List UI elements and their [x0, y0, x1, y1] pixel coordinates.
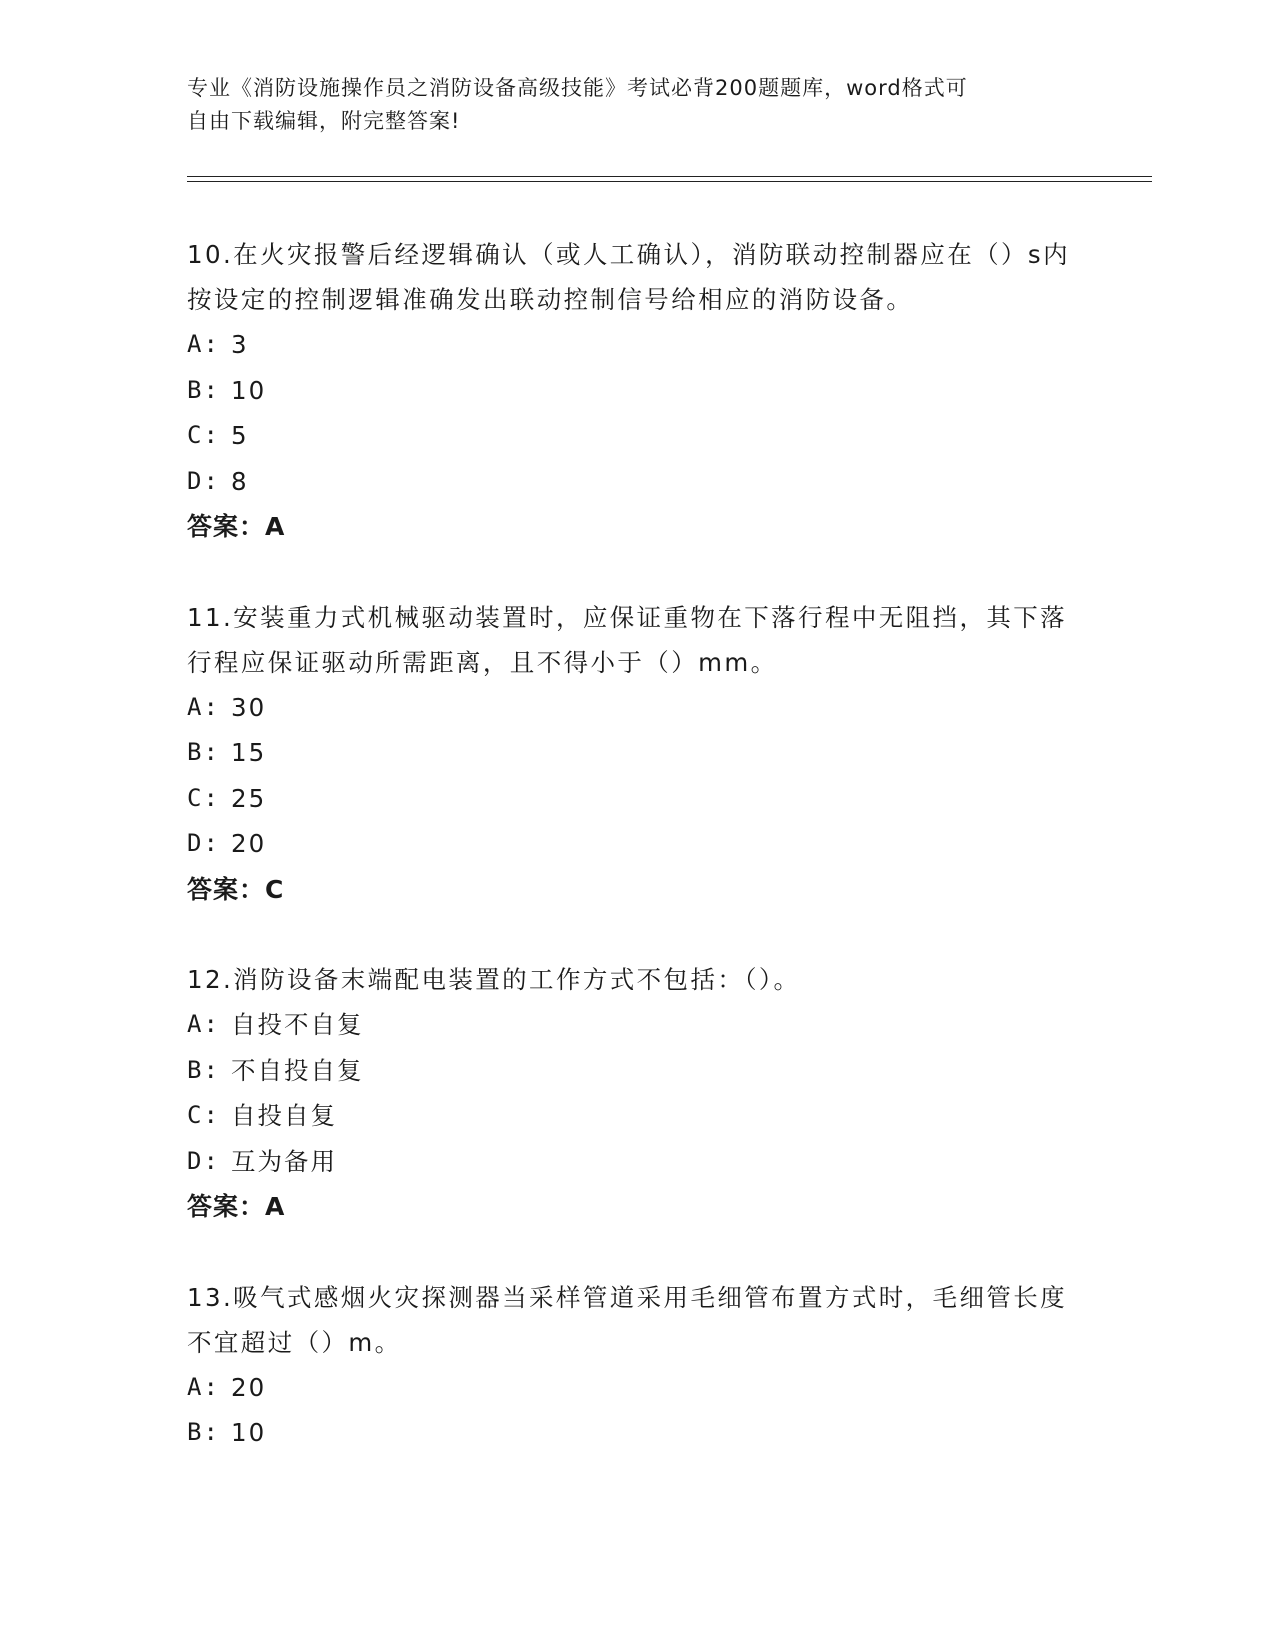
question-title: 11.安装重力式机械驱动装置时，应保证重物在下落行程中无阻挡，其下落行程应保证驱动所需距离，且不得小于（）mm。 — [187, 602, 1068, 677]
option-text: 20 — [231, 829, 267, 858]
option-letter: D: — [187, 466, 220, 495]
option-letter: B: — [187, 1418, 220, 1446]
option-a — [187, 1002, 1087, 1048]
option-letter: A: — [187, 692, 220, 721]
option-letter: D: — [187, 829, 220, 857]
option-text: 自投不自复 — [231, 1010, 364, 1039]
option-c — [187, 413, 1087, 459]
option-c — [187, 1093, 1087, 1139]
option-text: 30 — [231, 692, 267, 722]
header-divider-bottom — [187, 181, 1152, 182]
option-letter: B: — [187, 738, 220, 766]
answer-label: 答案：A — [187, 1192, 286, 1221]
option-letter: B: — [187, 375, 220, 404]
question-title: 12.消防设备末端配电装置的工作方式不包括：（）。 — [187, 965, 801, 994]
option-letter: B: — [187, 1055, 220, 1084]
option-text: 3 — [231, 330, 249, 359]
option-text: 8 — [231, 466, 249, 496]
option-c — [187, 776, 1087, 822]
option-a — [187, 322, 1087, 368]
option-d — [187, 821, 1087, 867]
option-letter: D: — [187, 1146, 220, 1175]
option-letter: A: — [187, 330, 220, 358]
option-text: 不自投自复 — [231, 1055, 364, 1085]
option-text: 5 — [231, 421, 249, 450]
option-letter: C: — [187, 783, 220, 812]
question-title: 13.吸气式感烟火灾探测器当采样管道采用毛细管布置方式时，毛细管长度不宜超过（）m。 — [187, 1282, 1068, 1357]
option-a — [187, 685, 1087, 731]
question-item — [187, 232, 1087, 550]
option-letter: C: — [187, 1101, 220, 1129]
question-item — [187, 595, 1087, 913]
option-letter: A: — [187, 1372, 220, 1401]
option-d — [187, 1139, 1087, 1185]
header-line-1: 专业《消防设施操作员之消防设备高级技能》考试必背200题题库，word格式可 — [187, 76, 968, 100]
option-text: 10 — [231, 1418, 267, 1447]
option-b — [187, 1048, 1087, 1094]
option-text: 互为备用 — [231, 1146, 337, 1176]
option-text: 15 — [231, 738, 267, 767]
option-text: 25 — [231, 783, 267, 813]
answer-label: 答案：A — [187, 512, 286, 541]
option-text: 10 — [231, 375, 267, 405]
header-divider-top — [187, 176, 1152, 177]
document-header — [187, 72, 1087, 138]
question-item — [187, 957, 1087, 1230]
option-b — [187, 730, 1087, 776]
question-item — [187, 1275, 1087, 1456]
option-b — [187, 368, 1087, 414]
option-letter: A: — [187, 1010, 220, 1038]
option-d — [187, 459, 1087, 505]
question-list — [187, 232, 1087, 1501]
option-text: 自投自复 — [231, 1101, 337, 1130]
option-a — [187, 1365, 1087, 1411]
question-title: 10.在火灾报警后经逻辑确认（或人工确认），消防联动控制器应在（）s内按设定的控制逻辑准确发出联动控制信号给相应的消防设备。 — [187, 240, 1070, 314]
header-line-2: 自由下载编辑，附完整答案! — [187, 109, 461, 133]
option-letter: C: — [187, 421, 220, 449]
option-text: 20 — [231, 1372, 267, 1402]
option-b — [187, 1410, 1087, 1456]
answer-label: 答案：C — [187, 874, 285, 904]
